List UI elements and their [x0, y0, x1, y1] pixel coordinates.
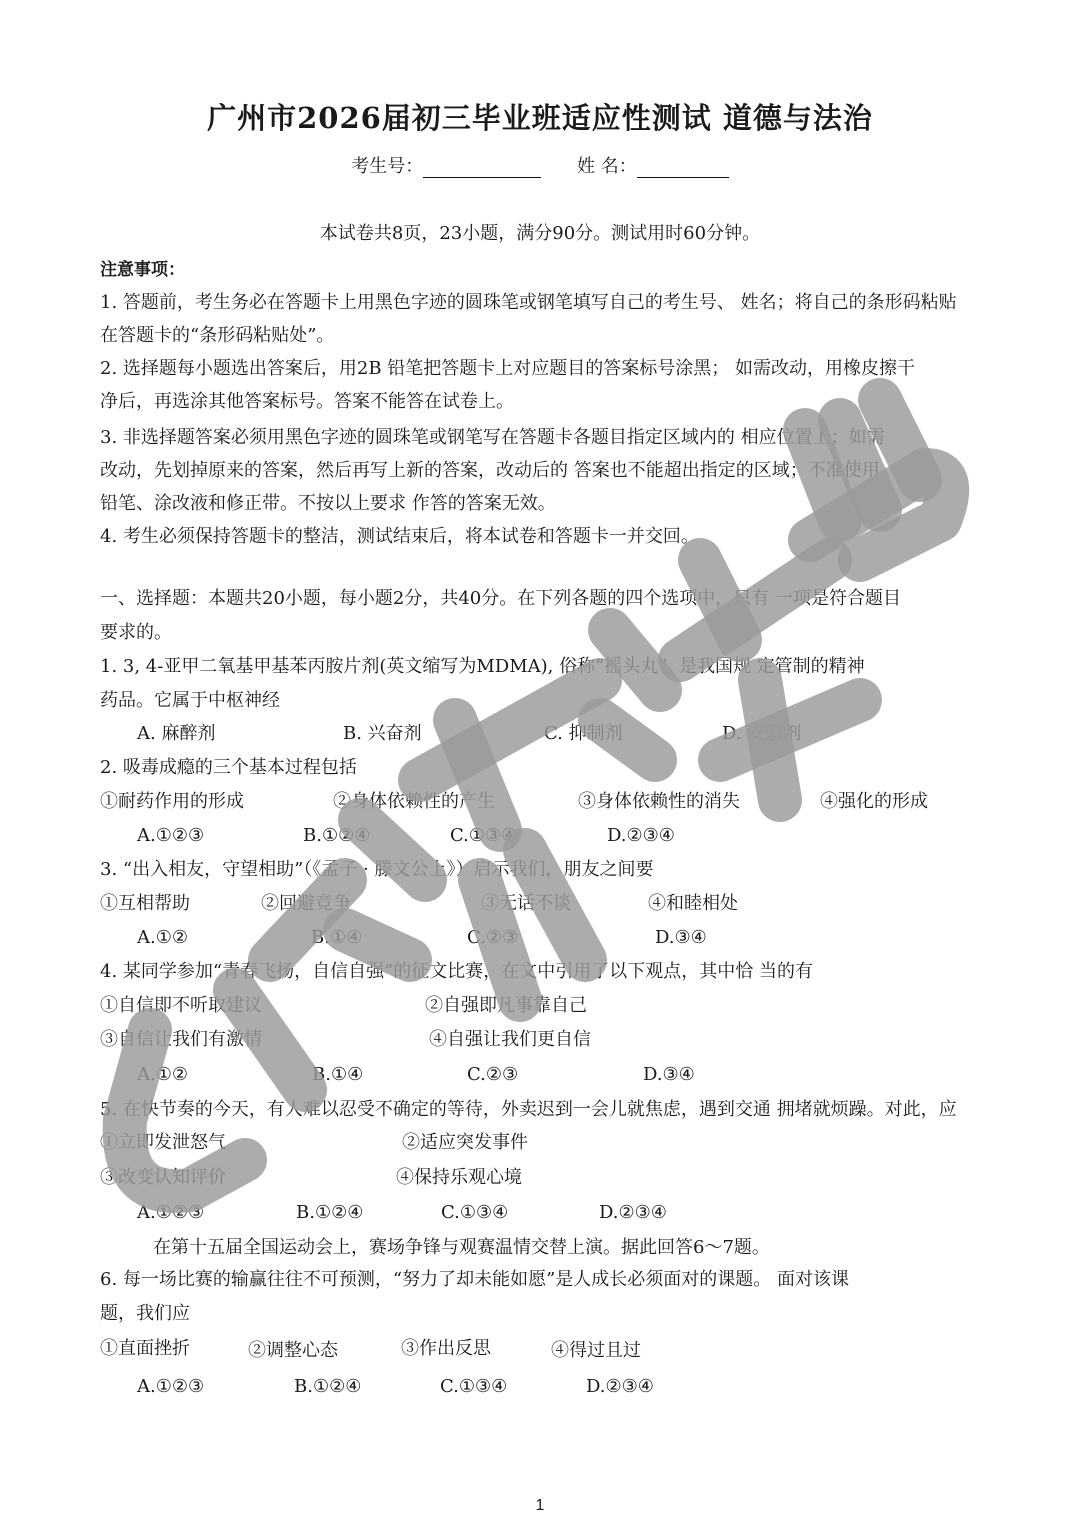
question-3-option-c: C.②③: [467, 927, 519, 948]
notes-line: 2. 选择题每小题选出答案后，用2B 铅笔把答题卡上对应题目的答案标号涂黑； 如需改动，用橡皮擦干: [100, 358, 916, 379]
notes-line: 1. 答题前，考生务必在答题卡上用黑色字迹的圆珠笔或钢笔填写自己的考生号、 姓名；将自己的条形码粘贴: [100, 292, 957, 313]
question-5-option-b: B.①②④: [296, 1202, 364, 1223]
question-6-stem: 题，我们应: [100, 1303, 190, 1324]
question-4-item: ③自信让我们有激情: [100, 1029, 262, 1050]
question-6-item: ④得过且过: [551, 1340, 641, 1361]
material-intro: 在第十五届全国运动会上，赛场争锋与观赛温情交替上演。据此回答6～7题。: [153, 1237, 770, 1258]
question-2-option-c: C.①③④: [450, 825, 518, 846]
question-1-stem: 1. 3, 4-亚甲二氧基甲基苯丙胺片剂(英文缩写为MDMA), 俗称“摇头丸”, 是我国规 定管制的精神: [100, 656, 865, 677]
question-1-option-b: B. 兴奋剂: [343, 723, 422, 744]
question-2-option-d: D.②③④: [607, 825, 675, 846]
question-6-stem: 6. 每一场比赛的输赢往往不可预测，“努力了却未能如愿”是人成长必须面对的课题。 面对该课: [100, 1269, 850, 1290]
question-3-option-d: D.③④: [655, 927, 707, 948]
section-heading: 一、选择题：本题共20小题，每小题2分，共40分。在下列各题的四个选项中，只有 一项是符合题目: [100, 588, 901, 609]
question-3-option-a: A.①②: [137, 927, 188, 948]
question-1-stem: 药品。它属于中枢神经: [100, 690, 280, 711]
notes-heading: 注意事项：: [100, 260, 185, 280]
question-4-option-a: A.①②: [137, 1064, 188, 1085]
page-number: 1: [535, 1497, 545, 1514]
notes-line: 净后，再选涂其他答案标号。答案不能答在试卷上。: [100, 391, 514, 412]
question-4-item: ①自信即不听取建议: [100, 995, 262, 1016]
question-2-item: ①耐药作用的形成: [100, 791, 244, 812]
notes-line: 4. 考生必须保持答题卡的整洁，测试结束后，将本试卷和答题卡一并交回。: [100, 526, 699, 547]
question-3-item: ③无话不谈: [481, 893, 571, 914]
exam-number-blank: [423, 157, 541, 178]
question-5-item: ①立即发泄怒气: [100, 1132, 226, 1153]
question-2-stem: 2. 吸毒成瘾的三个基本过程包括: [100, 757, 357, 778]
question-4-option-c: C.②③: [467, 1064, 519, 1085]
question-5-option-d: D.②③④: [599, 1202, 667, 1223]
question-2-option-b: B.①②④: [303, 825, 371, 846]
question-6-option-d: D.②③④: [586, 1376, 654, 1397]
question-1-option-d: D. 安慰剂: [722, 723, 802, 744]
question-4-option-d: D.③④: [643, 1064, 695, 1085]
question-2-option-a: A.①②③: [137, 825, 205, 846]
question-5-option-c: C.①③④: [441, 1202, 509, 1223]
question-3-option-b: B.①④: [311, 927, 363, 948]
question-2-item: ④强化的形成: [820, 791, 928, 812]
question-5-stem: 5. 在快节奏的今天，有人难以忍受不确定的等待，外卖迟到一会儿就焦虑，遇到交通 拥堵就烦躁。对此，应: [100, 1099, 957, 1120]
question-1-option-c: C. 抑制剂: [544, 723, 623, 744]
question-5-item: ③改变认知评价: [100, 1167, 226, 1188]
question-6-item: ①直面挫折: [100, 1338, 190, 1359]
question-6-option-a: A.①②③: [137, 1376, 205, 1397]
question-3-item: ②回避竞争: [261, 893, 351, 914]
question-3-stem: 3. “出入相友，守望相助”（《孟子 · 滕文公上》）启示我们，朋友之间要: [100, 859, 654, 880]
question-5-option-a: A.①②③: [137, 1202, 205, 1223]
question-4-item: ④自强让我们更自信: [429, 1029, 591, 1050]
question-5-item: ④保持乐观心境: [396, 1167, 522, 1188]
question-5-item: ②适应突发事件: [402, 1132, 528, 1153]
question-6-option-c: C.①③④: [440, 1376, 508, 1397]
question-4-option-b: B.①④: [312, 1064, 364, 1085]
question-3-item: ①互相帮助: [100, 893, 190, 914]
question-4-stem: 4. 某同学参加“青春飞扬，自信自强”的征文比赛，在文中引用了以下观点，其中恰 当的有: [100, 961, 814, 982]
exam-summary: 本试卷共8页，23小题，满分90分。测试用时60分钟。: [319, 223, 761, 244]
name-label: 姓 名：: [577, 156, 637, 177]
question-2-item: ③身体依赖性的消失: [578, 791, 740, 812]
section-heading: 要求的。: [100, 622, 172, 643]
exam-number-label: 考生号：: [351, 156, 424, 177]
question-6-item: ②调整心态: [248, 1340, 338, 1361]
candidate-info: [0, 152, 1080, 178]
question-3-item: ④和睦相处: [648, 893, 738, 914]
notes-line: 3. 非选择题答案必须用黑色字迹的圆珠笔或钢笔写在答题卡各题目指定区域内的 相应位置上；如需: [100, 427, 885, 448]
notes-line: 在答题卡的“条形码粘贴处”。: [100, 325, 335, 346]
question-6-option-b: B.①②④: [294, 1376, 362, 1397]
question-2-item: ②身体依赖性的产生: [333, 791, 495, 812]
name-blank: [637, 157, 729, 178]
question-6-item: ③作出反思: [401, 1338, 491, 1359]
notes-line: 改动，先划掉原来的答案，然后再写上新的答案，改动后的 答案也不能超出指定的区域；不准使用: [100, 460, 880, 481]
question-1-option-a: A. 麻醉剂: [137, 723, 216, 744]
notes-line: 铅笔、涂改液和修正带。不按以上要求 作答的答案无效。: [100, 493, 556, 514]
question-4-item: ②自强即凡事靠自己: [425, 995, 587, 1016]
page-title: 广州市2026届初三毕业班适应性测试 道德与法治: [207, 101, 873, 135]
